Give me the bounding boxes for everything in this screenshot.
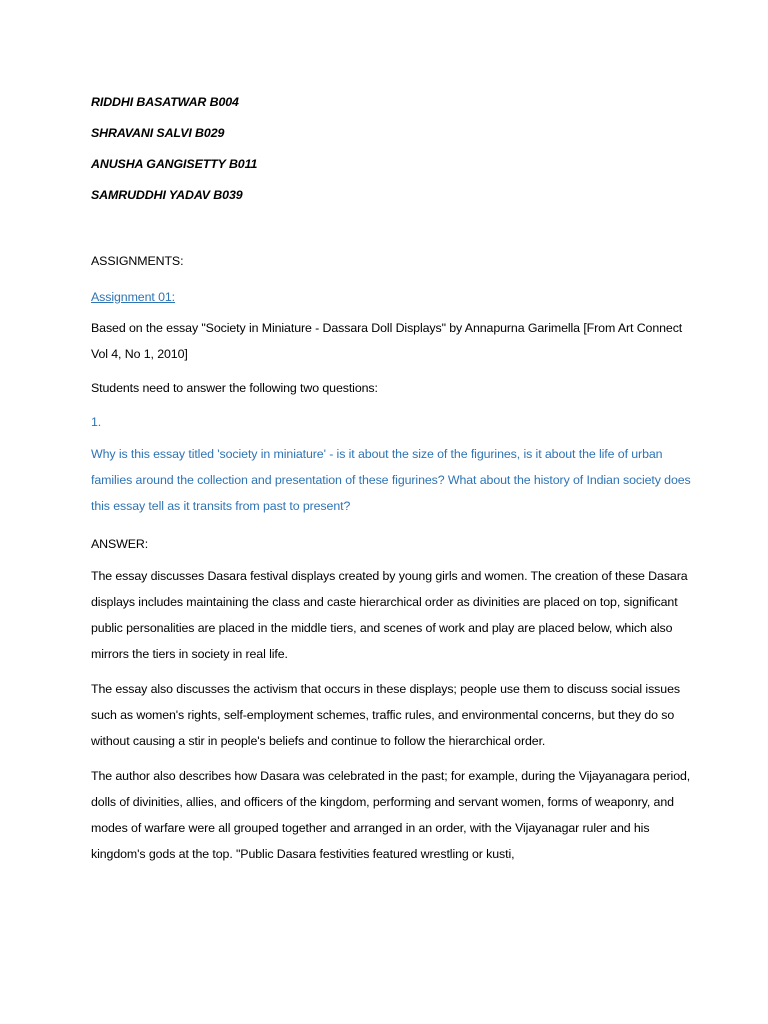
author-name: ANUSHA GANGISETTY B011 xyxy=(91,157,258,171)
author-name: SAMRUDDHI YADAV B039 xyxy=(91,188,243,202)
answer-paragraph: The author also describes how Dasara was celebrated in the past; for example, during the Vijayanagara period, dolls of divinities, allies, and officers of the kingdom, performing and servant women, forms of weaponry, and modes of warfare were all grouped together and arranged in an order, with the Vijayanagar ruler and his kingdom's gods at the top. "Public Dasara festivities featured wrestling or kusti, xyxy=(91,769,691,862)
answer-label: ANSWER: xyxy=(91,537,149,552)
question-number: 1. xyxy=(91,415,102,429)
document-page xyxy=(91,92,691,867)
answer-paragraph: The essay also discusses the activism that occurs in these displays; people use them to discuss social issues such as women's rights, self-employment schemes, traffic rules, and environmental concerns, but they do so without causing a stir in people's beliefs and continue to follow the hierarchical order. xyxy=(91,682,680,749)
author-name: RIDDHI BASATWAR B004 xyxy=(91,95,239,109)
assignment-title: Assignment 01: xyxy=(91,290,176,304)
author-list xyxy=(91,92,691,216)
assignments-heading: ASSIGNMENTS: xyxy=(91,254,184,268)
question-text: Why is this essay titled 'society in miniature' - is it about the size of the figurines, is it about the life of urban families around the collection and presentation of these figurines? What about the history of Indian society does this essay tell as it transits from past to present? xyxy=(91,447,691,513)
author-name: SHRAVANI SALVI B029 xyxy=(91,126,225,140)
essay-reference: Based on the essay "Society in Miniature - Dassara Doll Displays" by Annapurna Garimella [From Art Connect Vol 4, No 1, 2010] xyxy=(91,321,683,361)
students-instruction: Students need to answer the following two questions: xyxy=(91,381,378,395)
answer-paragraph: The essay discusses Dasara festival displays created by young girls and women. The creation of these Dasara displays includes maintaining the class and caste hierarchical order as divinities are placed on top, significant public personalities are placed in the middle tiers, and scenes of work and play are placed below, which also mirrors the tiers in society in real life. xyxy=(91,569,688,662)
